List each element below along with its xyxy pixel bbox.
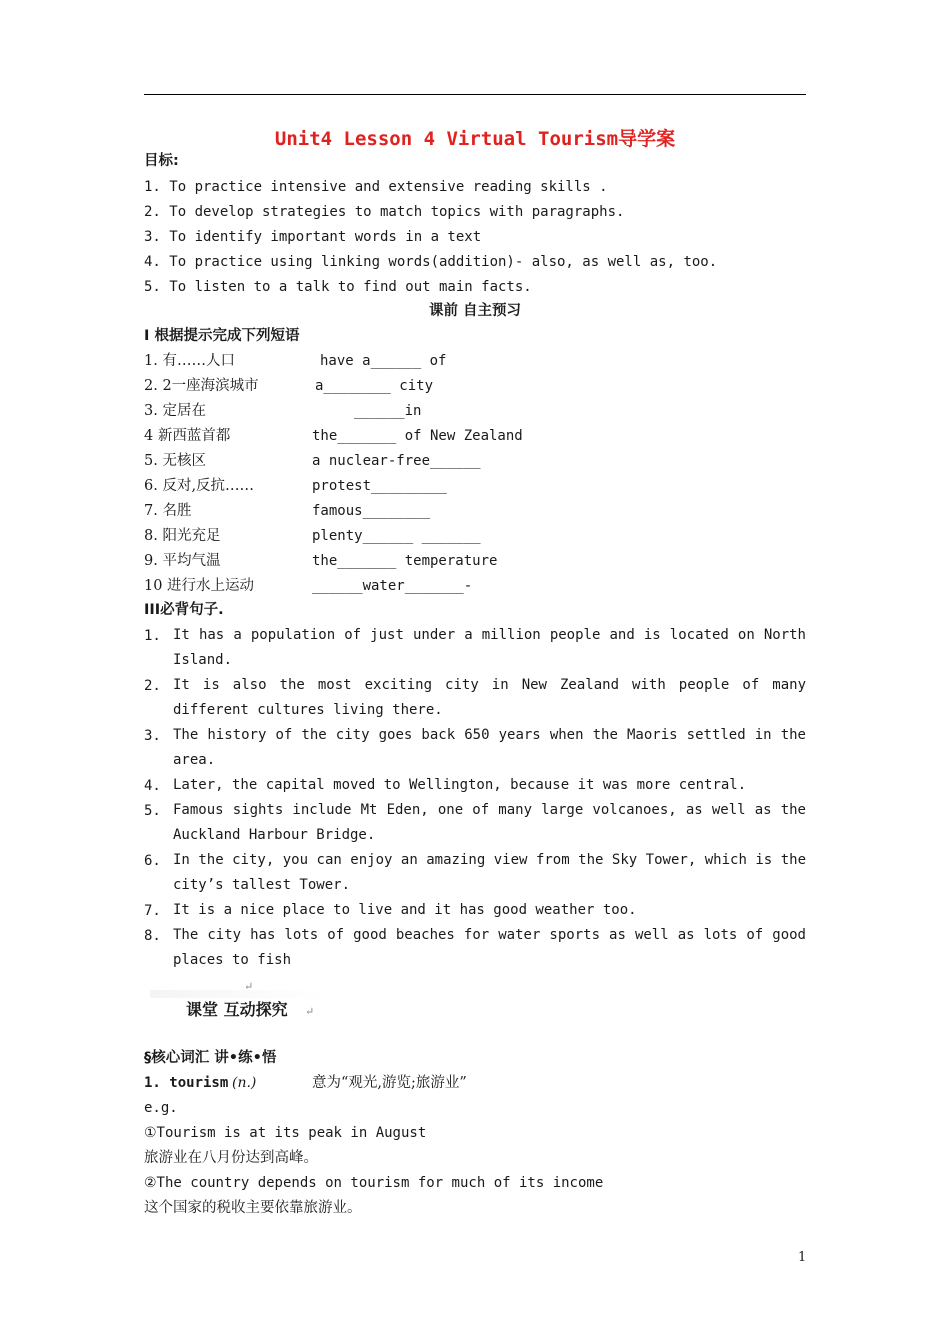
objective-item: 4. To practice using linking words(addition)- also, as well as, too. xyxy=(144,254,718,270)
phrase-cn: 5. 无核区 xyxy=(144,453,206,469)
sentence-text: It has a population of just under a million people and is located on North Island. xyxy=(173,627,806,668)
phrase-cn: 8. 阳光充足 xyxy=(144,528,221,544)
sentence-number: 4. xyxy=(144,778,161,794)
sentence-text: It is also the most exciting city in New Zealand with people of many different cultures living there. xyxy=(173,677,806,718)
eg-label: e.g. xyxy=(144,1100,178,1116)
objective-item: 1. To practice intensive and extensive reading skills . xyxy=(144,179,608,195)
objective-item: 3. To identify important words in a text xyxy=(144,229,482,245)
phrase-en: ______water_______- xyxy=(312,578,473,594)
inclass-heading: 课堂 互动探究 xyxy=(186,1000,288,1019)
section1-heading: I 根据提示完成下列短语 xyxy=(144,328,300,344)
sentence-number: 2. xyxy=(144,678,161,694)
phrase-cn: 4 新西蓝首都 xyxy=(144,428,231,444)
phrase-en: a nuclear-free______ xyxy=(312,453,481,469)
sentence-number: 1. xyxy=(144,628,161,644)
phrase-en: plenty______ _______ xyxy=(312,528,481,544)
phrase-en: famous________ xyxy=(312,503,431,519)
phrase-cn: 9. 平均气温 xyxy=(144,553,221,569)
objectives-heading: 目标: xyxy=(144,153,179,169)
sentence-text: In the city, you can enjoy an amazing view from the Sky Tower, which is the city’s tallest Tower. xyxy=(173,852,806,893)
phrase-cn: 1. 有……人口 xyxy=(144,353,235,369)
page-number: 1 xyxy=(798,1250,807,1265)
page-title: Unit4 Lesson 4 Virtual Tourism导学案 xyxy=(274,128,676,150)
sentence-text: Later, the capital moved to Wellington, because it was more central. xyxy=(173,777,747,793)
sentence-text: The city has lots of good beaches for water sports as well as lots of good places to fish xyxy=(173,927,806,968)
objective-item: 5. To listen to a talk to find out main facts. xyxy=(144,279,532,295)
faint-scan-mark xyxy=(150,990,330,998)
example-en: ①Tourism is at its peak in August xyxy=(144,1125,427,1141)
phrase-cn: 2. 2一座海滨城市 xyxy=(144,378,259,394)
phrase-cn: 7. 名胜 xyxy=(144,503,192,519)
return-mark-icon: ↵ xyxy=(244,980,254,993)
example-cn: 这个国家的税收主要依靠旅游业。 xyxy=(144,1200,362,1216)
section3-heading: III必背句子. xyxy=(144,602,224,618)
sentence-text: The history of the city goes back 650 years when the Maoris settled in the area. xyxy=(173,727,806,768)
phrase-cn: 6. 反对,反抗…… xyxy=(144,478,255,494)
sentence-number: 3. xyxy=(144,728,161,744)
core-vocab-heading: §核心词汇 讲•练•悟 xyxy=(144,1050,277,1066)
phrase-en: a________ city xyxy=(315,378,434,394)
sentence-number: 6. xyxy=(144,853,161,869)
phrase-en: protest_________ xyxy=(312,478,447,494)
example-cn: 旅游业在八月份达到高峰。 xyxy=(144,1150,318,1166)
header-rule xyxy=(144,94,806,95)
phrase-en: ______in xyxy=(354,403,422,419)
objective-item: 2. To develop strategies to match topics with paragraphs. xyxy=(144,204,625,220)
preclass-heading: 课前 自主预习 xyxy=(428,303,522,319)
sentence-text: Famous sights include Mt Eden, one of many large volcanoes, as well as the Auckland Harbour Bridge. xyxy=(173,802,806,843)
vocab-word: 1. tourism xyxy=(144,1075,229,1091)
phrase-cn: 3. 定居在 xyxy=(144,403,206,419)
return-mark-icon: ↵ xyxy=(305,1005,315,1018)
vocab-meaning: 意为“观光,游览;旅游业” xyxy=(312,1075,467,1091)
sentence-number: 7. xyxy=(144,903,161,919)
sentence-text: It is a nice place to live and it has good weather too. xyxy=(173,902,637,918)
phrase-en: the_______ temperature xyxy=(312,553,498,569)
phrase-en: the_______ of New Zealand xyxy=(312,428,523,444)
sentence-number: 8. xyxy=(144,928,161,944)
sentence-number: 5. xyxy=(144,803,161,819)
vocab-pos: (n.) xyxy=(232,1075,257,1091)
example-en: ②The country depends on tourism for much of its income xyxy=(144,1175,604,1191)
phrase-cn: 10 进行水上运动 xyxy=(144,578,255,594)
phrase-en: have a______ of xyxy=(320,353,447,369)
